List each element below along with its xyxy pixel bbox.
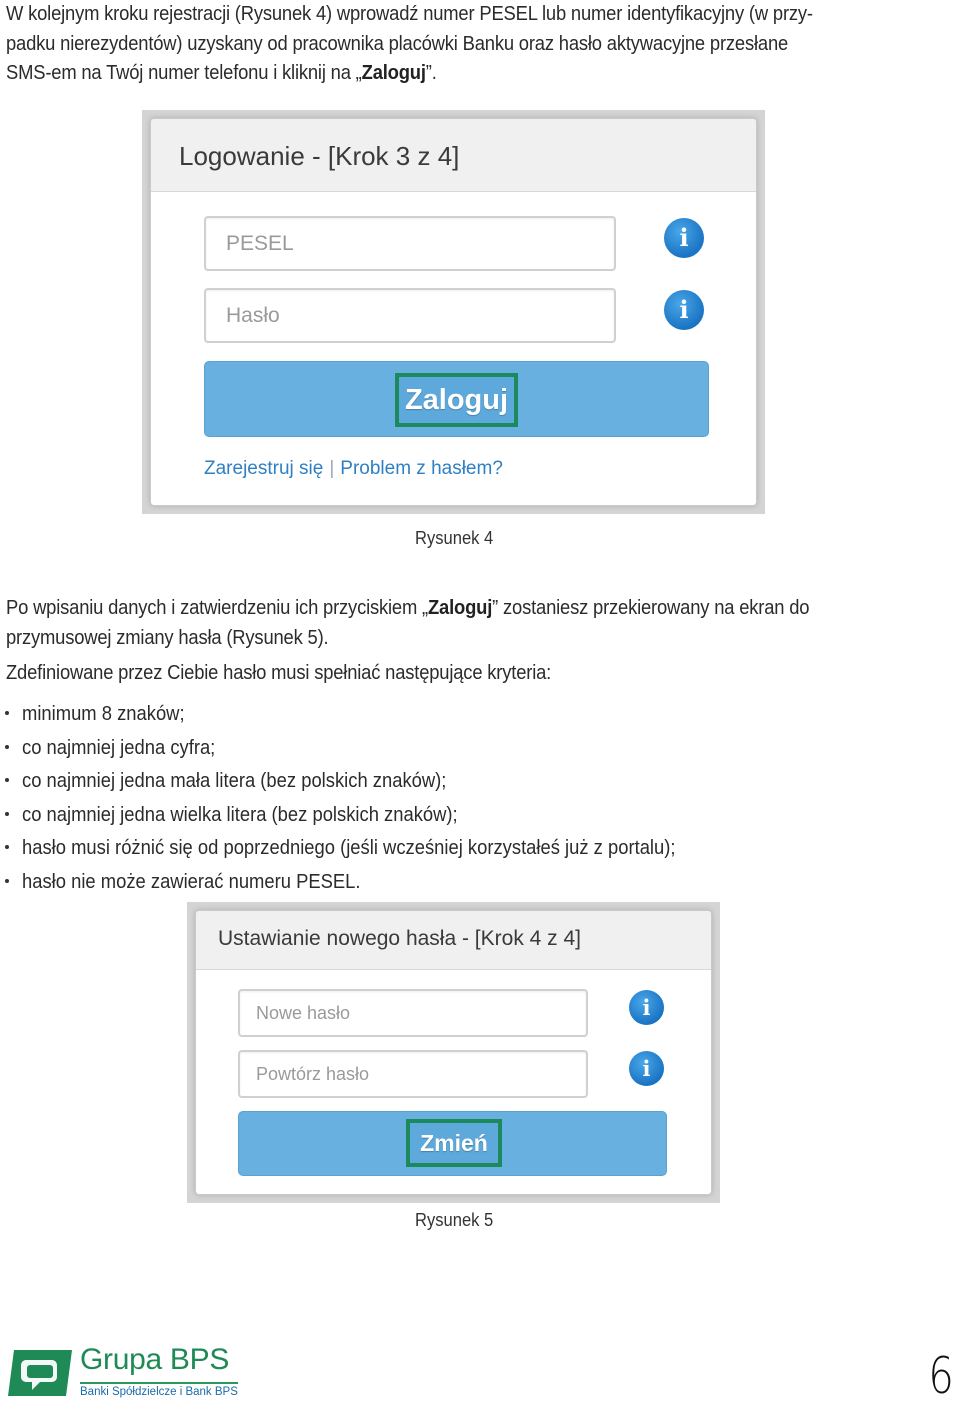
login-panel-header [151, 119, 756, 192]
criterion-text: co najmniej jedna wielka litera (bez polskich znaków); [22, 803, 458, 826]
figure-4-screenshot [142, 110, 765, 514]
list-item [0, 767, 732, 801]
criterion-text: hasło nie może zawierać numeru PESEL. [22, 870, 361, 893]
intro-line-2: padku nierezydentów) uzyskany od pracownika placówki Banku oraz hasło aktywacyjne przesłane [6, 32, 789, 55]
intro-line-3-end: ”. [425, 62, 437, 84]
register-link[interactable]: Zarejestruj się [204, 458, 324, 479]
brand-subtitle: Banki Spółdzielcze i Bank BPS [80, 1382, 238, 1398]
new-password-info-icon[interactable]: i [629, 990, 664, 1025]
criterion-text: co najmniej jedna cyfra; [22, 736, 216, 759]
after-line-1-start: Po wpisaniu danych i zatwierdzeniu ich przyciskiem „ [6, 597, 428, 619]
after-zaloguj-bold: Zaloguj [427, 597, 493, 619]
password-criteria-list [0, 700, 732, 902]
figure-4-caption: Rysunek 4 [415, 528, 494, 548]
login-button-label: Zaloguj [395, 373, 518, 427]
criteria-intro: Zdefiniowane przez Ciebie hasło musi spełniać następujące kryteria: [6, 662, 552, 684]
bullet-dot [5, 745, 9, 749]
password-info-icon[interactable]: i [664, 290, 704, 330]
new-password-panel-title: Ustawianie nowego hasła - [Krok 4 z 4] [218, 927, 582, 950]
new-password-input[interactable]: Nowe hasło [238, 989, 588, 1037]
intro-zaloguj-bold: Zaloguj [361, 62, 426, 84]
figure-5-screenshot [187, 902, 720, 1203]
repeat-password-info-icon[interactable]: i [629, 1051, 664, 1086]
login-button[interactable] [204, 361, 709, 437]
login-panel-title: Logowanie - [Krok 3 z 4] [179, 141, 460, 171]
grupa-bps-logo [8, 1343, 248, 1398]
bullet-dot [5, 845, 9, 849]
pesel-info-icon[interactable]: i [664, 218, 704, 258]
bullet-dot [5, 711, 9, 715]
password-problem-link[interactable]: Problem z hasłem? [340, 458, 503, 479]
pesel-input[interactable]: PESEL [204, 216, 616, 271]
link-separator: | [329, 458, 335, 479]
repeat-password-input[interactable]: Powtórz hasło [238, 1050, 588, 1098]
list-item [0, 801, 732, 835]
new-password-panel [195, 910, 712, 1195]
bullet-dot [5, 778, 9, 782]
new-password-panel-header [196, 911, 711, 970]
list-item [0, 700, 732, 734]
page-number: 6 [928, 1347, 954, 1405]
after-paragraph [6, 594, 809, 653]
login-links [204, 458, 503, 480]
list-item [0, 868, 732, 902]
after-line-1-end: ” zostaniesz przekierowany na ekran do [492, 597, 810, 619]
change-button-label: Zmień [406, 1119, 502, 1167]
criterion-text: minimum 8 znaków; [22, 703, 185, 725]
criterion-text: co najmniej jedna mała litera (bez polskich znaków); [22, 770, 447, 793]
change-password-button[interactable] [238, 1111, 667, 1176]
bullet-dot [5, 879, 9, 883]
list-item [0, 834, 732, 868]
after-line-2: przymusowej zmiany hasła (Rysunek 5). [6, 626, 329, 649]
intro-line-3-start: SMS-em na Twój numer telefonu i kliknij na „ [6, 62, 362, 84]
bullet-dot [5, 812, 9, 816]
password-input[interactable]: Hasło [204, 288, 616, 343]
intro-line-1: W kolejnym kroku rejestracji (Rysunek 4) wprowadź numer PESEL lub numer identyfikacyjny (w przy- [6, 3, 813, 25]
list-item [0, 734, 732, 768]
figure-5-caption: Rysunek 5 [415, 1210, 494, 1230]
criterion-text: hasło musi różnić się od poprzedniego (jeśli wcześniej korzystałeś już z portalu); [22, 837, 676, 860]
brand-name: Grupa BPS [80, 1343, 230, 1376]
bps-logo-icon [8, 1348, 72, 1398]
intro-paragraph [6, 0, 813, 89]
login-panel [150, 118, 757, 506]
